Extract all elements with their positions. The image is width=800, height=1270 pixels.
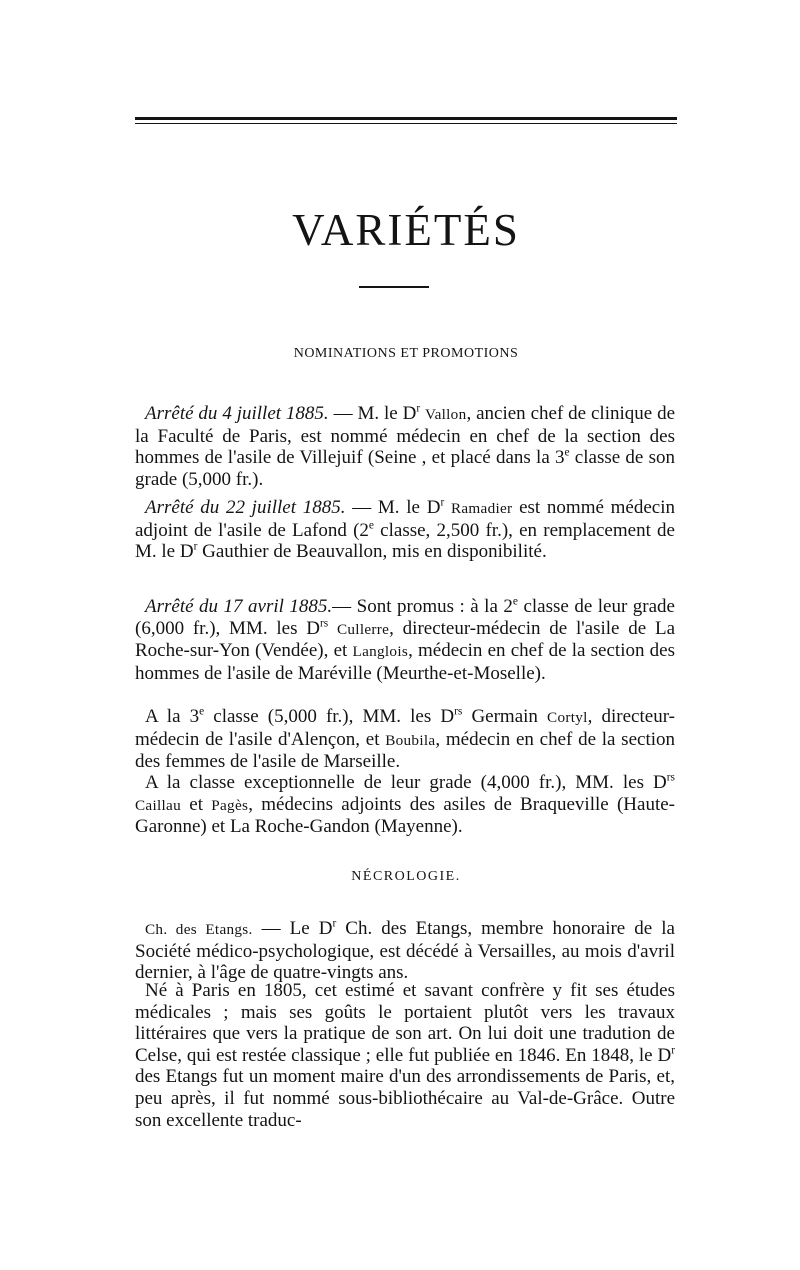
decree-date: Arrêté du 17 avril 1885.	[145, 596, 333, 617]
decree-date: Arrêté du 22 juillet 1885.	[145, 497, 346, 518]
text-run: classe de son grade (5,000 fr.).	[135, 447, 675, 490]
person-name: Langlois	[352, 643, 409, 661]
decree-date: Arrêté du 4 juillet 1885.	[145, 403, 329, 424]
superscript: r	[671, 1044, 675, 1057]
text-run: A la classe exceptionnelle de leur grade (4,000 fr.), MM. les D	[145, 772, 667, 793]
person-name: Cortyl	[547, 709, 588, 726]
paragraph-obituary-intro	[135, 918, 675, 984]
text-run: Gauthier de Beauvallon, mis en disponibilité.	[197, 541, 547, 563]
paragraph-promotions-2e	[135, 596, 675, 684]
superscript: rs	[666, 771, 675, 784]
text-run: des Etangs fut un moment maire d'un des arrondissements de Paris, et, peu après, il fut nommé sous-bibliothécaire au Val-de-Grâce. Outre son excellente traduc-	[135, 1066, 675, 1131]
paragraph-obituary-bio	[135, 980, 675, 1131]
text-run: Ch. des Etangs, membre honoraire de la Société médico-psychologique, est décédé à Versailles, au mois d'avril dernier, à l'âge de quatre-vingts ans.	[135, 918, 675, 984]
text-run: classe (5,000 fr.), MM. les D	[204, 706, 455, 727]
text-run: classe, 2,500 fr.), en remplacement de M. le D	[135, 519, 675, 563]
person-name: Ramadier	[450, 500, 513, 517]
text-run: , ancien chef de clinique de la Faculté de Paris, est nommé médecin en chef de la section des hommes de l'asile de Villejuif (Seine , et placé dans la 3	[135, 403, 676, 469]
superscript: e	[512, 595, 518, 608]
person-name: Ch. des Etangs.	[145, 921, 253, 938]
text-run: , médecin en chef de la section des femmes de l'asile de Marseille.	[135, 728, 675, 773]
title-underline	[359, 286, 429, 288]
superscript: e	[199, 705, 205, 718]
superscript: rs	[454, 705, 463, 718]
paragraph-vallon	[135, 403, 675, 490]
superscript: rs	[319, 617, 329, 630]
superscript: r	[193, 540, 198, 553]
paragraph-promotions-exceptionnelle	[135, 772, 675, 838]
text-run: — Le D	[252, 918, 333, 939]
text-run: , médecins adjoints des asiles de Braqueville (Haute-Garonne) et La Roche-Gandon (Mayenne).	[135, 793, 676, 838]
text-run: , directeur-médecin de l'asile d'Alençon, et	[135, 706, 675, 750]
person-name: Cullerre	[336, 620, 390, 638]
superscript: r	[440, 496, 445, 509]
person-name: Caillau	[135, 796, 181, 814]
text-run: — M. le D	[345, 497, 441, 518]
text-run: — Sont promus : à la 2	[332, 596, 513, 617]
text-run: est nommé médecin adjoint de l'asile de Lafond (2	[135, 497, 675, 541]
superscript: r	[332, 917, 337, 930]
text-run: — M. le D	[328, 403, 417, 424]
text-run: Né à Paris en 1805, cet estimé et savant confrère y fit ses études médicales ; mais ses goûts le portaient plutôt vers les travaux littéraires que vers la pratique de son art. On lui doit une tradution de Celse, qui est restée classique ; elle fut publiée en 1846. En 1848, le D	[135, 980, 675, 1066]
person-name: Boubila	[385, 731, 436, 749]
paragraph-promotions-3e	[135, 706, 675, 773]
paragraph-ramadier	[135, 497, 675, 563]
top-double-rule	[135, 117, 677, 125]
text-run: , médecin en chef de la section des hommes de l'asile de Maréville (Meurthe-et-Moselle).	[135, 640, 675, 684]
section-heading-nominations: NOMINATIONS ET PROMOTIONS	[293, 346, 519, 361]
text-run: classe de leur grade (6,000 fr.), MM. les D	[135, 596, 675, 639]
person-name: Pagès	[211, 796, 249, 814]
text-run: et	[180, 793, 212, 815]
superscript: e	[368, 519, 374, 532]
section-heading-necrologie: NÉCROLOGIE.	[351, 869, 461, 884]
superscript: e	[564, 446, 570, 459]
text-run: Germain	[462, 706, 548, 727]
text-run: A la 3	[145, 706, 200, 727]
page-title: VARIÉTÉS	[292, 205, 520, 255]
superscript: r	[416, 402, 421, 415]
person-name: Vallon	[425, 406, 467, 423]
text-run: , directeur-médecin de l'asile de La Roche-sur-Yon (Vendée), et	[135, 617, 675, 662]
